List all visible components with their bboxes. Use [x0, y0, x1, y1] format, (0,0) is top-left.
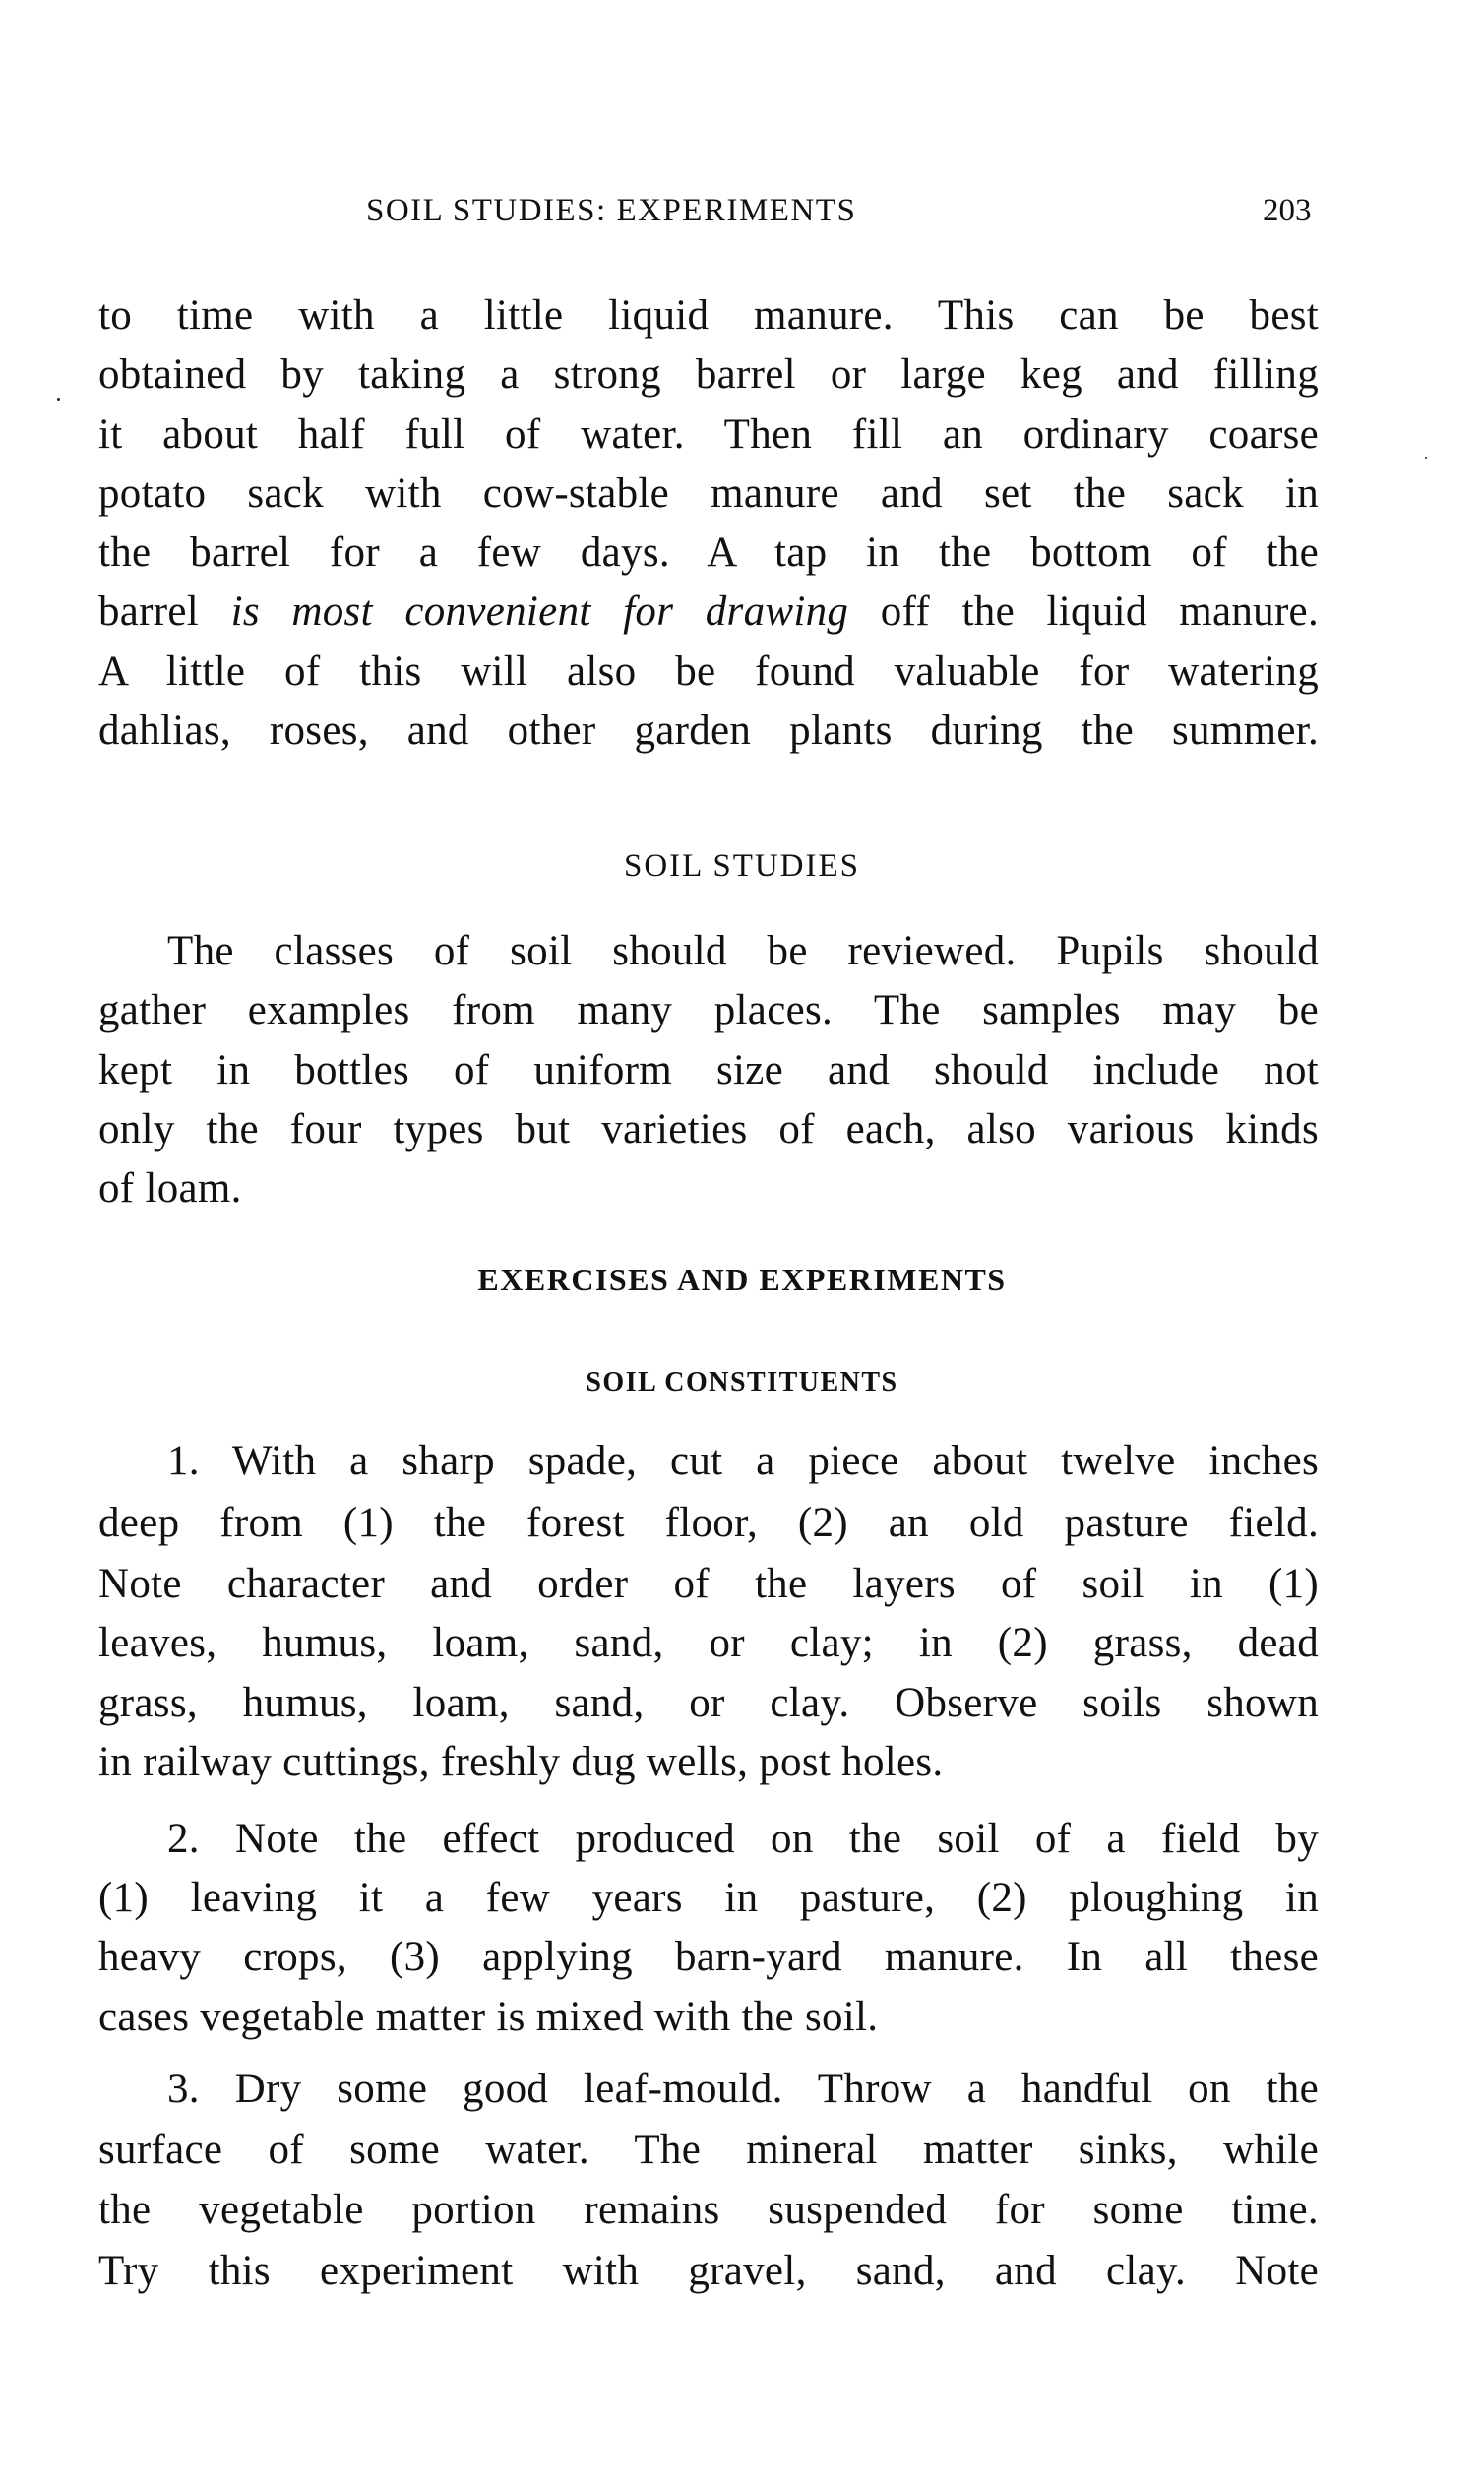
scan-speck	[57, 398, 60, 401]
text-line: A little of this will also be found valuable for watering	[98, 649, 1319, 695]
text-line: it about half full of water. Then fill an ordinary coarse	[98, 411, 1319, 458]
text-line: in railway cuttings, freshly dug wells, post holes.	[98, 1739, 944, 1785]
text-line: 3. Dry some good leaf-mould. Throw a handful on the	[167, 2066, 1319, 2112]
text-line: (1) leaving it a few years in pasture, (2) ploughing in	[98, 1875, 1319, 1921]
section-heading: SOIL STUDIES	[623, 848, 861, 884]
scan-speck	[1425, 457, 1427, 459]
text-line: leaves, humus, loam, sand, or clay; in (2) grass, dead	[98, 1620, 1319, 1666]
page-number: 203	[1263, 193, 1312, 228]
text-line: Note character and order of the layers of soil in (1)	[98, 1561, 1319, 1607]
subsection-heading: SOIL CONSTITUENTS	[586, 1367, 898, 1397]
text-line: The classes of soil should be reviewed. Pupils should	[167, 928, 1319, 974]
text-line: obtained by taking a strong barrel or large keg and filling	[98, 351, 1319, 398]
text-line: the vegetable portion remains suspended for some time.	[98, 2187, 1319, 2233]
text-line: the barrel for a few days. A tap in the bottom of the	[98, 529, 1319, 576]
italic-text: is most convenient for drawing	[230, 589, 849, 635]
text-line: to time with a little liquid manure. This can be best	[98, 292, 1319, 339]
text-line: only the four types but varieties of each, also various kinds	[98, 1106, 1319, 1152]
text-line: deep from (1) the forest floor, (2) an old pasture field.	[98, 1500, 1319, 1546]
text-line: of loam.	[98, 1165, 242, 1211]
text-line: gather examples from many places. The samples may be	[98, 987, 1319, 1033]
text-line: barrel is most convenient for drawing off the liquid manure.	[98, 589, 1319, 635]
text-line: cases vegetable matter is mixed with the soil.	[98, 1994, 879, 2040]
running-title: SOIL STUDIES: EXPERIMENTS	[366, 193, 857, 228]
text-line: 1. With a sharp spade, cut a piece about twelve inches	[167, 1438, 1319, 1484]
text-line: heavy crops, (3) applying barn-yard manure. In all these	[98, 1934, 1319, 1980]
text-line: grass, humus, loam, sand, or clay. Observe soils shown	[98, 1680, 1319, 1726]
text-line: 2. Note the effect produced on the soil of a field by	[167, 1816, 1319, 1862]
text-line: kept in bottles of uniform size and should include not	[98, 1047, 1319, 1093]
text-line: Try this experiment with gravel, sand, and clay. Note	[98, 2248, 1319, 2294]
section-heading: EXERCISES AND EXPERIMENTS	[477, 1262, 1007, 1297]
text-line: dahlias, roses, and other garden plants during the summer.	[98, 708, 1319, 754]
text-line: potato sack with cow-stable manure and set the sack in	[98, 470, 1319, 517]
text-line: surface of some water. The mineral matter sinks, while	[98, 2127, 1319, 2173]
